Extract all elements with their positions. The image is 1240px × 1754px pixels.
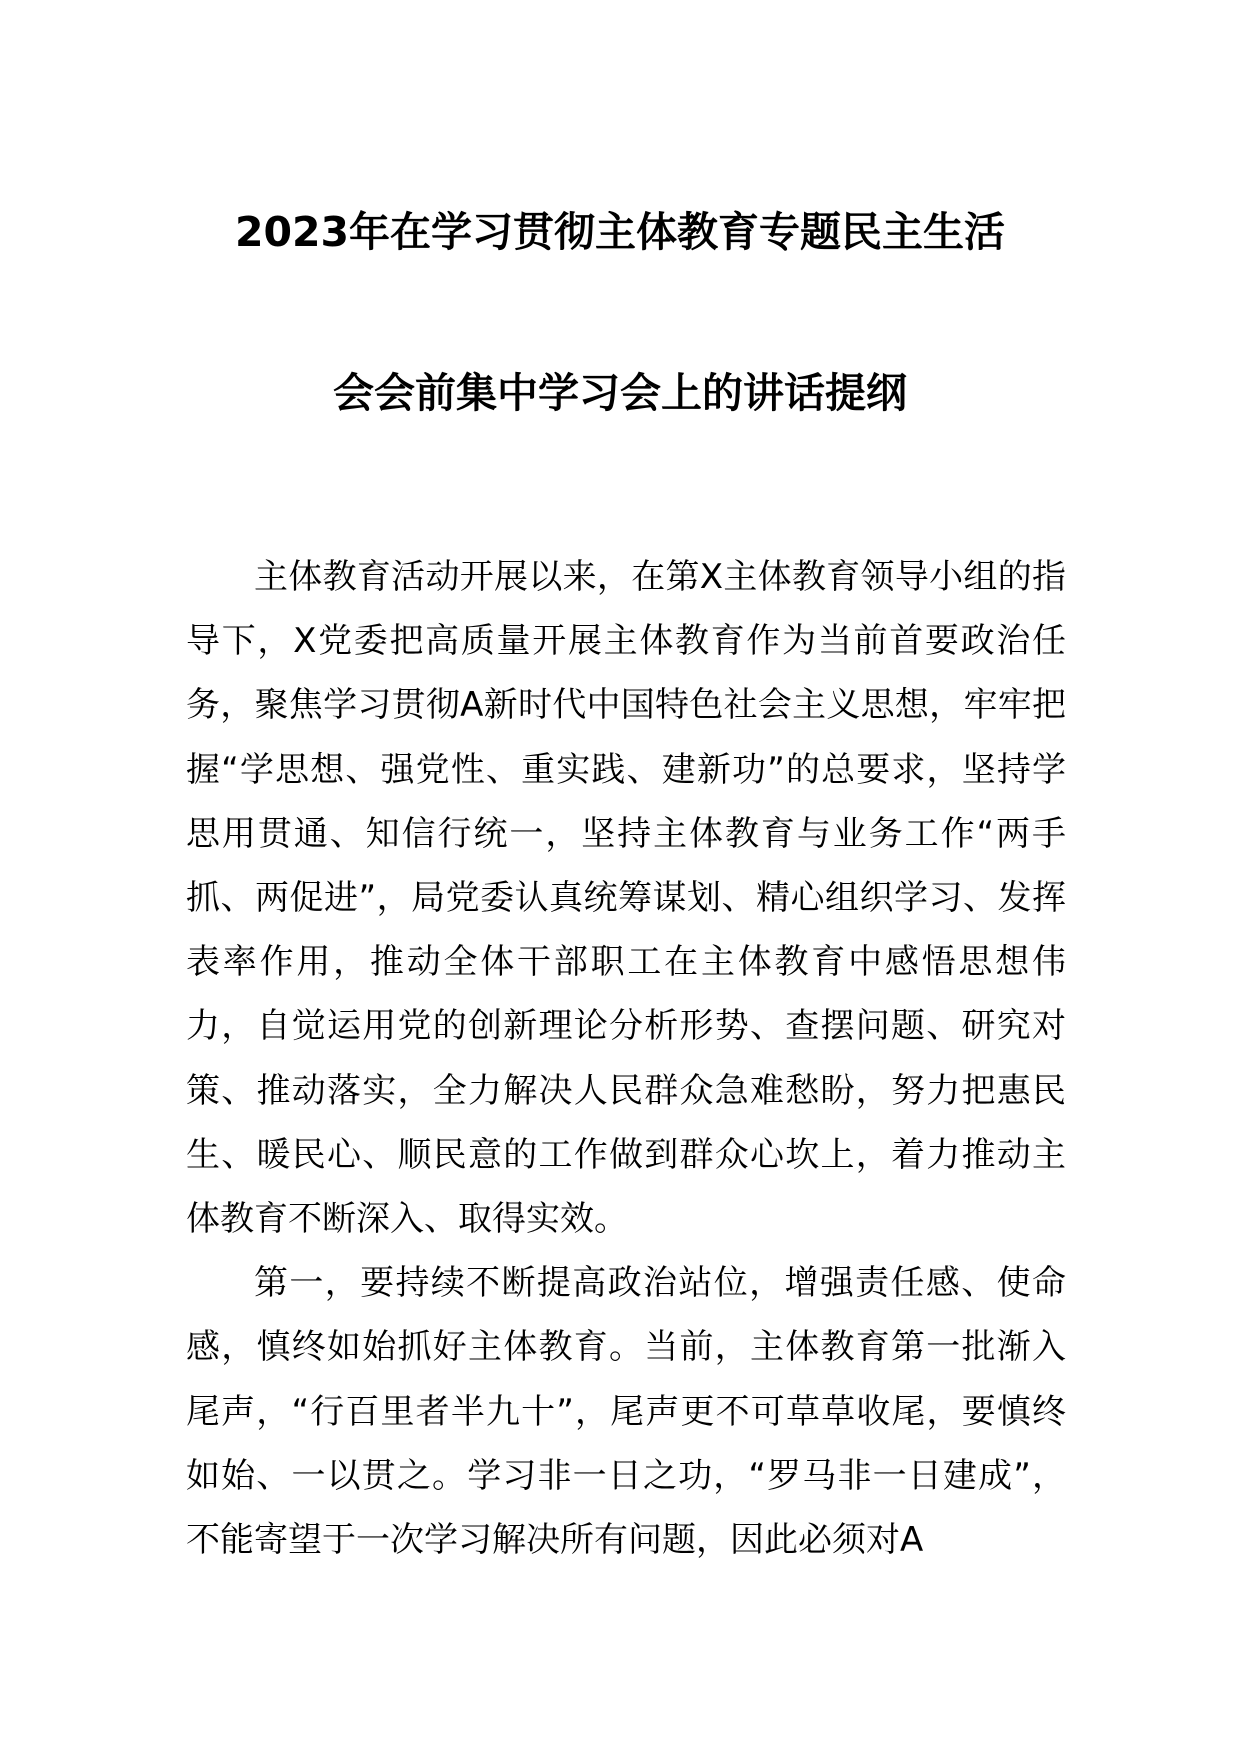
paragraph-first-point: 第一，要持续不断提高政治站位，增强责任感、使命感，慎终如始抓好主体教育。当前，主体教育第一批渐入尾声，“行百里者半九十”，尾声更不可草草收尾，要慎终如始、一以贯之。学习非一日之功，“罗马非一日建成”，不能寄望于一次学习解决所有问题，因此必须对A [186,1263,1066,1561]
document-title-line-1: 2023年在学习贯彻主体教育专题民主生活 [234,208,1006,256]
document-title-line-2: 会会前集中学习会上的讲话提纲 [333,369,907,417]
paragraph-intro: 主体教育活动开展以来，在第X主体教育领导小组的指导下，X党委把高质量开展主体教育作为当前首要政治任务，聚焦学习贯彻A新时代中国特色社会主义思想，牢牢把握“学思想、强党性、重实践、建新功”的总要求，坚持学思用贯通、知信行统一，坚持主体教育与业务工作“两手抓、两促进”，局党委认真统筹谋划、精心组织学习、发挥表率作用，推动全体干部职工在主体教育中感悟思想伟力，自觉运用党的创新理论分析形势、查摆问题、研究对策、推动落实，全力解决人民群众急难愁盼，努力把惠民生、暖民心、顺民意的工作做到群众心坎上，着力推动主体教育不断深入、取得实效。 [186,557,1066,1240]
document-body [186,545,1066,1572]
